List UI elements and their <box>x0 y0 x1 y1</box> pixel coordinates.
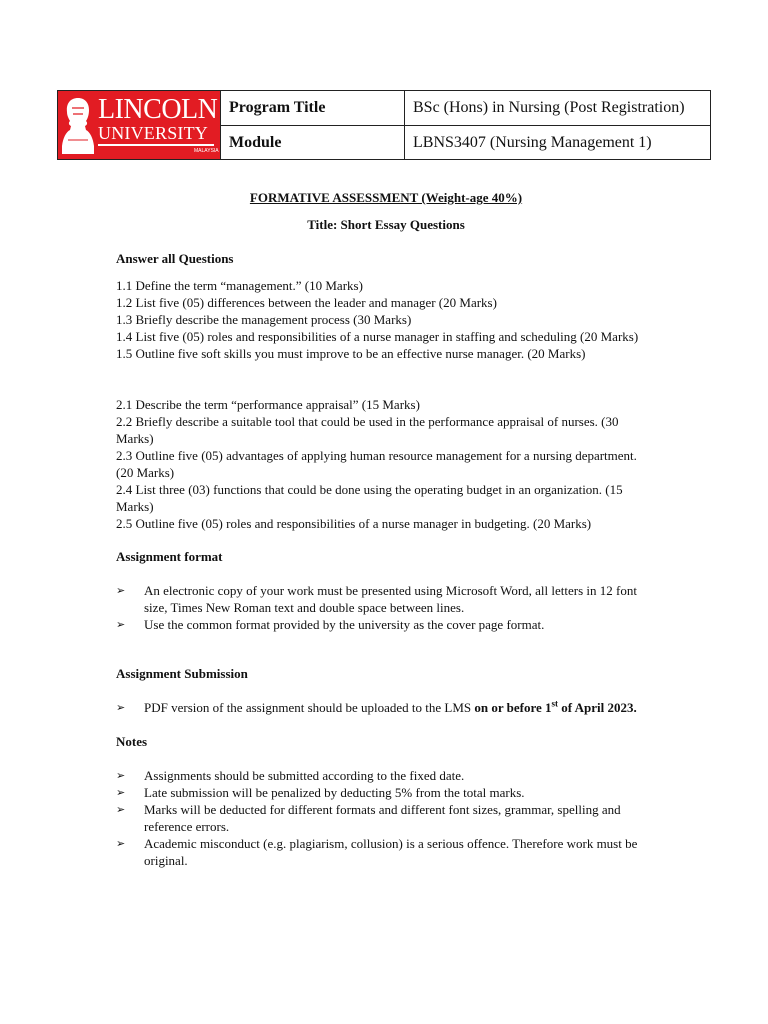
essay-title: Title: Short Essay Questions <box>307 217 465 232</box>
question-item: 1.5 Outline five soft skills you must improve to be an effective nurse manager. (20 Marks) <box>116 346 586 361</box>
arrow-bullet-icon: ➢ <box>116 618 126 631</box>
list-item <box>116 835 656 869</box>
program-title-value: BSc (Hons) in Nursing (Post Registration) <box>404 91 710 125</box>
list-item-text: Marks will be deducted for different formats and different font sizes, grammar, spelling and reference errors. <box>144 802 621 834</box>
question-item: 2.4 List three (03) functions that could be done using the operating budget in an organization. (15 Marks) <box>116 482 623 514</box>
university-logo <box>58 91 220 159</box>
arrow-bullet-icon: ➢ <box>116 803 126 816</box>
assignment-format-list <box>116 582 656 633</box>
question-item: 2.3 Outline five (05) advantages of applying human resource management for a nursing department. (20 Marks) <box>116 448 637 480</box>
notes-list <box>116 767 656 869</box>
list-item-text: Academic misconduct (e.g. plagiarism, collusion) is a serious offence. Therefore work must be original. <box>144 836 638 868</box>
submission-text: PDF version of the assignment should be uploaded to the LMS <box>144 700 475 715</box>
question-item: 2.5 Outline five (05) roles and responsibilities of a nurse manager in budgeting. (20 Marks) <box>116 516 592 531</box>
questions-part-1 <box>116 277 656 362</box>
assignment-submission-heading: Assignment Submission <box>116 666 248 681</box>
submission-deadline: on or before 1 <box>474 700 552 715</box>
list-item-text: Late submission will be penalized by deducting 5% from the total marks. <box>144 785 525 800</box>
list-item-text: An electronic copy of your work must be presented using Microsoft Word, all letters in 12 font size, Times New Roman text and double space between lines. <box>144 583 637 615</box>
logo-subtext: MALAYSIA <box>194 148 219 154</box>
bust-emblem-icon <box>60 94 96 156</box>
arrow-bullet-icon: ➢ <box>116 837 126 850</box>
list-item-text: Use the common format provided by the university as the cover page format. <box>144 617 545 632</box>
arrow-bullet-icon: ➢ <box>116 786 126 799</box>
question-item: 1.4 List five (05) roles and responsibilities of a nurse manager in staffing and scheduling (20 Marks) <box>116 329 639 344</box>
question-item: 1.1 Define the term “management.” (10 Marks) <box>116 278 363 293</box>
logo-wordmark-lincoln: LINCOLN <box>98 94 218 125</box>
header-table <box>57 90 711 160</box>
assignment-submission-list <box>116 699 656 716</box>
list-item <box>116 767 656 784</box>
arrow-bullet-icon: ➢ <box>116 701 126 714</box>
question-item: 2.2 Briefly describe a suitable tool that could be used in the performance appraisal of nurses. (30 Marks) <box>116 414 619 446</box>
list-item <box>116 801 656 835</box>
submission-deadline-date: of April 2023. <box>558 700 637 715</box>
logo-wordmark-university: UNIVERSITY <box>98 123 208 143</box>
notes-heading: Notes <box>116 734 148 749</box>
question-item: 1.2 List five (05) differences between the leader and manager (20 Marks) <box>116 295 497 310</box>
answer-all-heading: Answer all Questions <box>116 251 234 266</box>
list-item-text: Assignments should be submitted according to the fixed date. <box>144 768 465 783</box>
deadline-superscript: st <box>551 698 559 709</box>
list-item <box>116 582 656 616</box>
question-item: 2.1 Describe the term “performance appraisal” (15 Marks) <box>116 397 420 412</box>
arrow-bullet-icon: ➢ <box>116 769 126 782</box>
assignment-format-heading: Assignment format <box>116 549 223 564</box>
list-item <box>116 699 656 716</box>
program-title-label: Program Title <box>220 91 404 125</box>
list-item <box>116 784 656 801</box>
module-label: Module <box>220 125 404 159</box>
list-item <box>116 616 656 633</box>
questions-part-2 <box>116 396 656 532</box>
arrow-bullet-icon: ➢ <box>116 584 126 597</box>
module-value: LBNS3407 (Nursing Management 1) <box>404 125 710 159</box>
document-body <box>116 189 656 869</box>
logo-divider <box>98 144 214 146</box>
question-item: 1.3 Briefly describe the management process (30 Marks) <box>116 312 412 327</box>
assessment-heading: FORMATIVE ASSESSMENT (Weight-age 40%) <box>249 190 523 205</box>
